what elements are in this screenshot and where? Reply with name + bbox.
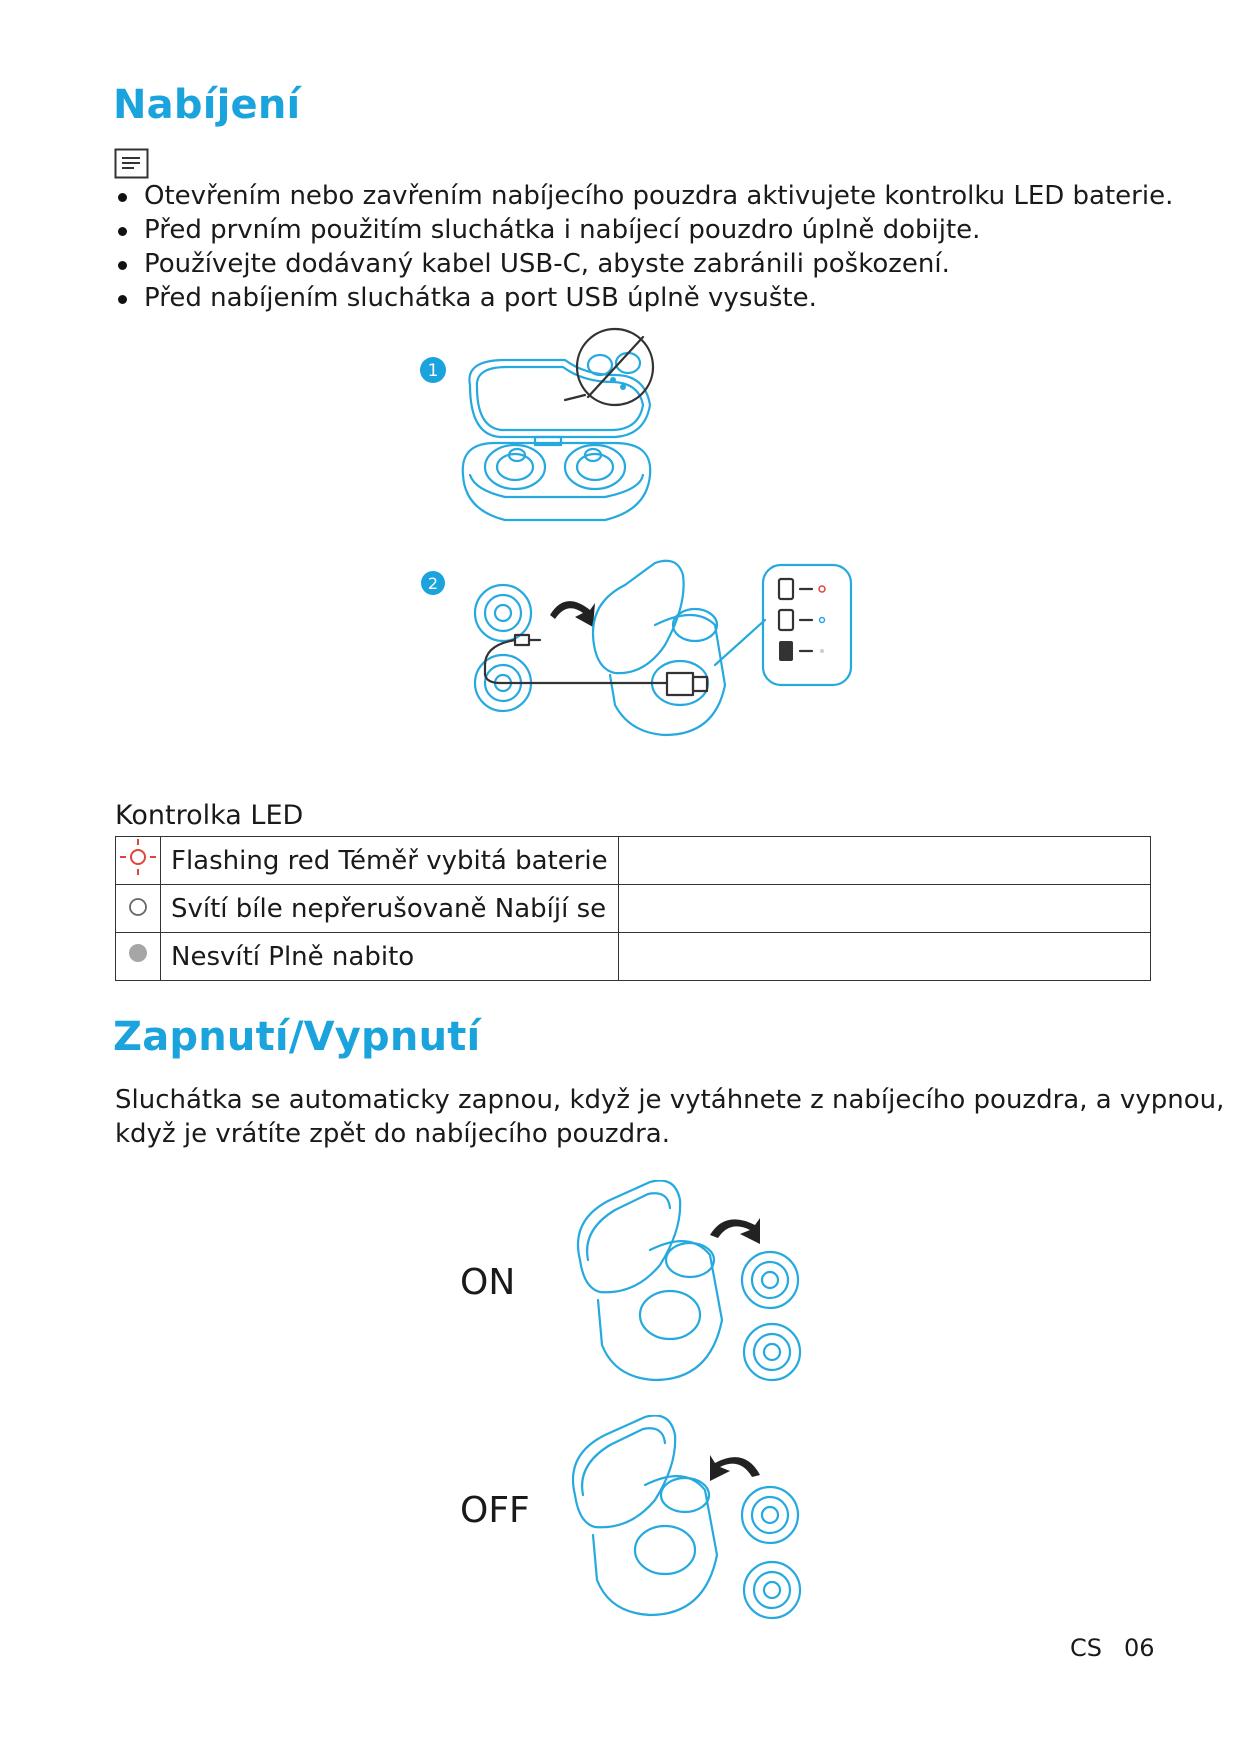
power-description-line: když je vrátíte zpět do nabíjecího pouzdra.: [115, 1119, 670, 1149]
off-label: OFF: [460, 1490, 530, 1531]
led-row-text: Svítí bíle nepřerušovaně Nabíjí se: [161, 885, 619, 933]
power-off-illustration: [555, 1415, 820, 1640]
flashing-red-led-icon: [116, 837, 160, 877]
note-icon: [114, 148, 150, 180]
page-number: 06: [1124, 1634, 1155, 1662]
footer-language: CS: [1070, 1634, 1102, 1662]
power-title: Zapnutí/Vypnutí: [113, 1014, 481, 1060]
on-label: ON: [460, 1262, 516, 1303]
bullet-item: Před nabíjením sluchátka a port USB úplně vysušte.: [116, 281, 1173, 315]
table-row: [116, 837, 1151, 885]
charging-title: Nabíjení: [113, 82, 301, 128]
off-led-icon: [116, 933, 160, 973]
bullet-item: Otevřením nebo zavřením nabíjecího pouzdra aktivujete kontrolku LED baterie.: [116, 179, 1173, 213]
white-led-icon: [116, 885, 160, 925]
bullet-item: Před prvním použitím sluchátka i nabíjecí pouzdro úplně dobijte.: [116, 213, 1173, 247]
step1-badge: 1: [427, 361, 439, 381]
step2-illustration: [415, 555, 855, 780]
table-row: [116, 885, 1151, 933]
led-table: [115, 836, 1151, 981]
led-row-text: Flashing red Téměř vybitá baterie: [161, 837, 619, 885]
power-description-line: Sluchátka se automaticky zapnou, když je vytáhnete z nabíjecího pouzdra, a vypnou,: [115, 1085, 1225, 1115]
power-description: [115, 1083, 1224, 1151]
step2-badge: 2: [427, 574, 439, 593]
led-section-title: Kontrolka LED: [115, 800, 304, 831]
led-row-text: Nesvítí Plně nabito: [161, 933, 619, 981]
step1-illustration: [415, 325, 675, 535]
bullet-item: Používejte dodávaný kabel USB-C, abyste zabránili poškození.: [116, 247, 1173, 281]
table-row: [116, 933, 1151, 981]
power-on-illustration: [560, 1180, 820, 1400]
charging-bullet-list: [116, 179, 1173, 315]
